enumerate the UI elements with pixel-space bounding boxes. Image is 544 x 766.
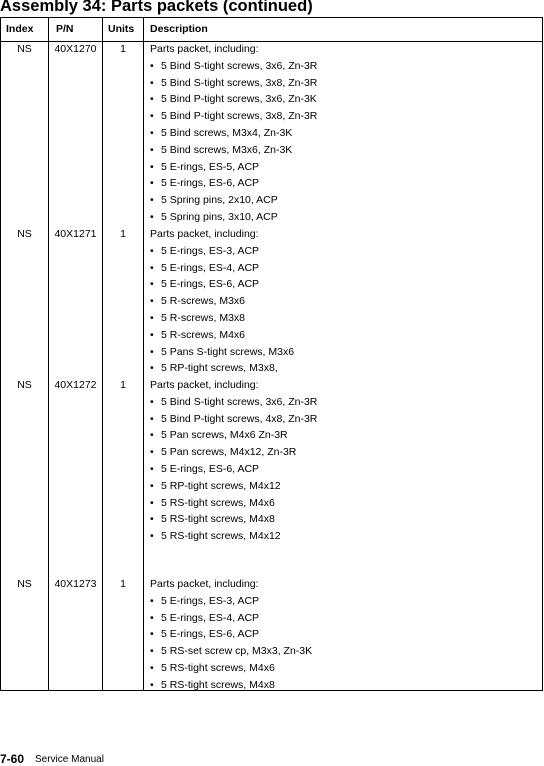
header-units: Units	[108, 23, 135, 35]
bullet-icon: •	[150, 160, 154, 173]
list-item-text: 5 Bind P-tight screws, 4x8, Zn-3R	[161, 412, 318, 425]
bullet-icon: •	[150, 594, 154, 607]
list-item-text: 5 RS-tight screws, M4x12	[161, 530, 281, 543]
list-item-text: 5 Pan screws, M4x12, Zn-3R	[161, 446, 297, 459]
row-units: 1	[120, 379, 126, 391]
row-index: NS	[17, 43, 32, 55]
parts-table	[0, 17, 543, 691]
list-item-text: 5 E-rings, ES-6, ACP	[161, 177, 260, 190]
list-item-text: 5 R-screws, M3x6	[161, 295, 246, 308]
list-item	[150, 278, 259, 290]
header-index: Index	[6, 23, 34, 35]
bullet-icon: •	[150, 261, 154, 274]
list-item	[150, 530, 281, 542]
bullet-icon: •	[150, 446, 154, 459]
list-item-text: 5 E-rings, ES-6, ACP	[161, 628, 260, 641]
bullet-icon: •	[150, 463, 154, 475]
column-divider	[143, 18, 144, 690]
list-item	[150, 77, 317, 89]
bullet-icon: •	[150, 362, 154, 375]
list-item-text: 5 RP-tight screws, M4x12	[161, 479, 281, 492]
bullet-icon: •	[150, 312, 154, 324]
row-units: 1	[120, 578, 126, 590]
list-item	[150, 346, 294, 358]
bullet-icon: •	[150, 278, 154, 291]
list-item-text: 5 E-rings, ES-6, ACP	[161, 463, 260, 475]
row-description-intro: Parts packet, including:	[150, 578, 259, 590]
list-item	[150, 362, 278, 374]
list-item	[150, 127, 292, 139]
list-item	[150, 463, 259, 475]
list-item	[150, 612, 259, 624]
bullet-icon: •	[150, 328, 154, 341]
header-description: Description	[150, 23, 208, 35]
page-number: 7-60	[0, 752, 25, 766]
row-description-intro: Parts packet, including:	[150, 228, 259, 240]
list-item-text: 5 Pan screws, M4x6 Zn-3R	[161, 429, 288, 442]
bullet-icon: •	[150, 345, 154, 358]
bullet-icon: •	[150, 496, 154, 509]
list-item	[150, 513, 275, 525]
bullet-icon: •	[150, 211, 154, 223]
list-item-text: 5 E-rings, ES-4, ACP	[161, 611, 260, 624]
list-item-text: 5 Bind P-tight screws, 3x6, Zn-3K	[161, 93, 317, 106]
row-part-number: 40X1272	[54, 379, 97, 391]
list-item-text: 5 Bind P-tight screws, 3x8, Zn-3R	[161, 110, 318, 123]
bullet-icon: •	[150, 628, 154, 641]
list-item-text: 5 R-screws, M4x6	[161, 328, 246, 341]
bullet-icon: •	[150, 295, 154, 308]
list-item	[150, 262, 259, 274]
page-title: Assembly 34: Parts packets (continued)	[0, 0, 313, 15]
list-item-text: 5 Bind S-tight screws, 3x6, Zn-3R	[161, 59, 318, 72]
list-item-text: 5 E-rings, ES-4, ACP	[161, 261, 260, 274]
list-item-text: 5 RS-tight screws, M4x6	[161, 662, 275, 674]
list-item	[150, 194, 278, 206]
bullet-icon: •	[150, 611, 154, 624]
list-item	[150, 662, 275, 674]
list-item	[150, 595, 259, 607]
list-item-text: 5 Bind screws, M3x6, Zn-3K	[161, 143, 293, 156]
bullet-icon: •	[150, 93, 154, 106]
bullet-icon: •	[150, 395, 154, 408]
list-item-text: 5 RS-set screw cp, M3x3, Zn-3K	[161, 645, 313, 658]
list-item	[150, 177, 259, 189]
list-item	[150, 497, 275, 509]
list-item-text: 5 Bind S-tight screws, 3x6, Zn-3R	[161, 395, 318, 408]
bullet-icon: •	[150, 76, 154, 89]
header-pn: P/N	[56, 23, 74, 35]
bullet-icon: •	[150, 678, 154, 691]
header-divider	[1, 41, 542, 42]
list-item	[150, 645, 312, 657]
row-description-intro: Parts packet, including:	[150, 379, 259, 391]
row-index: NS	[17, 379, 32, 391]
list-item-text: 5 RS-tight screws, M4x8	[161, 513, 275, 526]
list-item	[150, 245, 259, 257]
list-item-text: 5 Bind screws, M3x4, Zn-3K	[161, 127, 293, 139]
list-item	[150, 211, 278, 223]
list-item	[150, 312, 245, 324]
list-item	[150, 110, 317, 122]
row-description-intro: Parts packet, including:	[150, 43, 259, 55]
list-item-text: 5 Spring pins, 2x10, ACP	[161, 194, 278, 207]
bullet-icon: •	[150, 429, 154, 442]
list-item-text: 5 RP-tight screws, M3x8,	[161, 362, 278, 375]
row-index: NS	[17, 228, 32, 240]
bullet-icon: •	[150, 645, 154, 658]
manual-name: Service Manual	[35, 754, 104, 765]
bullet-icon: •	[150, 177, 154, 190]
bullet-icon: •	[150, 513, 154, 526]
list-item-text: 5 E-rings, ES-3, ACP	[161, 594, 260, 607]
bullet-icon: •	[150, 194, 154, 207]
list-item-text: 5 E-rings, ES-5, ACP	[161, 160, 260, 173]
row-part-number: 40X1273	[54, 578, 97, 590]
bullet-icon: •	[150, 412, 154, 425]
list-item	[150, 628, 259, 640]
list-item	[150, 429, 288, 441]
row-units: 1	[120, 43, 126, 55]
bullet-icon: •	[150, 530, 154, 543]
bullet-icon: •	[150, 127, 154, 139]
list-item-text: 5 Bind S-tight screws, 3x8, Zn-3R	[161, 76, 318, 89]
bullet-icon: •	[150, 143, 154, 156]
row-part-number: 40X1271	[54, 228, 97, 240]
list-item-text: 5 Spring pins, 3x10, ACP	[161, 211, 278, 223]
list-item	[150, 161, 259, 173]
list-item	[150, 480, 281, 492]
list-item	[150, 396, 317, 408]
list-item	[150, 60, 317, 72]
list-item-text: 5 RS-tight screws, M4x8	[161, 678, 275, 691]
bullet-icon: •	[150, 59, 154, 72]
list-item	[150, 329, 245, 341]
bullet-icon: •	[150, 479, 154, 492]
list-item-text: 5 RS-tight screws, M4x6	[161, 496, 275, 509]
row-index: NS	[17, 578, 32, 590]
bullet-icon: •	[150, 244, 154, 257]
list-item-text: 5 E-rings, ES-3, ACP	[161, 244, 260, 257]
row-units: 1	[120, 228, 126, 240]
list-item	[150, 295, 245, 307]
list-item	[150, 679, 275, 691]
list-item	[150, 144, 292, 156]
list-item	[150, 413, 317, 425]
list-item-text: 5 E-rings, ES-6, ACP	[161, 278, 260, 291]
list-item-text: 5 R-screws, M3x8	[161, 312, 246, 324]
list-item	[150, 93, 317, 105]
bullet-icon: •	[150, 662, 154, 674]
list-item	[150, 446, 296, 458]
row-part-number: 40X1270	[54, 43, 97, 55]
bullet-icon: •	[150, 110, 154, 123]
list-item-text: 5 Pans S-tight screws, M3x6	[161, 345, 295, 358]
